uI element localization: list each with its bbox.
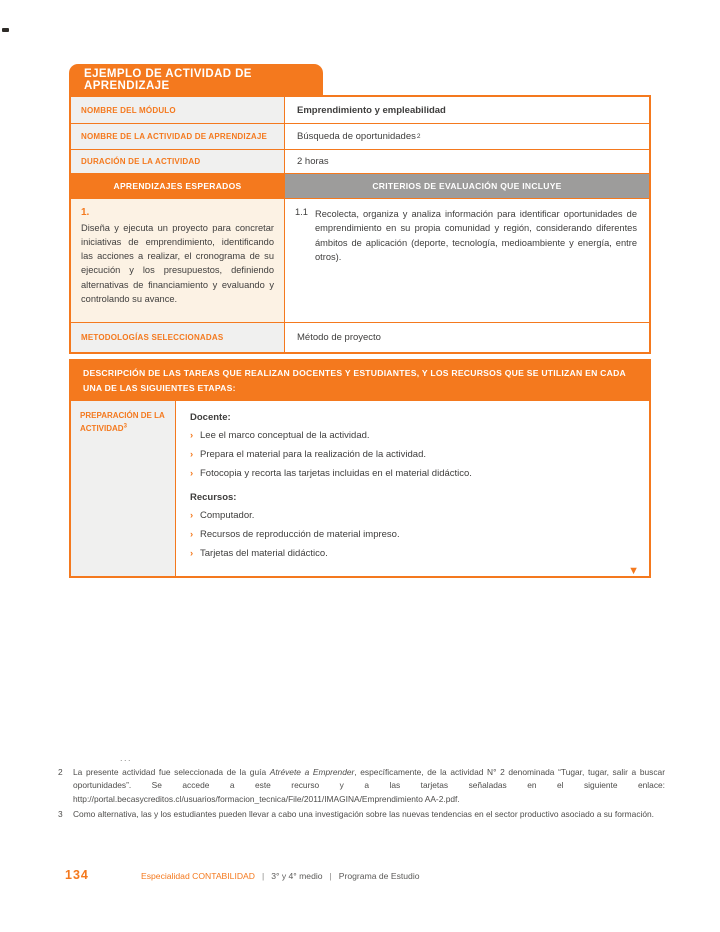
activity-name-value: Búsqueda de oportunidades 2	[297, 131, 421, 142]
evaluation-criteria-cell	[285, 199, 649, 322]
table-header-row	[71, 173, 649, 198]
duration-value: 2 horas	[297, 156, 329, 167]
page-footer	[65, 868, 427, 882]
methodology-label: METODOLOGÍAS SELECCIONADAS	[71, 323, 285, 352]
chevron-bullet-icon: ›	[190, 449, 194, 461]
table-row-learning-content	[71, 198, 649, 322]
footer-separator: |	[329, 871, 332, 881]
list-item	[190, 468, 635, 480]
footnote-2	[58, 766, 665, 806]
evaluation-criteria-header: CRITERIOS DE EVALUACIÓN QUE INCLUYE	[285, 174, 649, 198]
task-text: Fotocopia y recorta las tarjetas incluidas en el material didáctico.	[200, 467, 472, 479]
docente-task-list	[190, 430, 635, 480]
table-row-duration	[71, 149, 649, 173]
activity-name-label: NOMBRE DE LA ACTIVIDAD DE APRENDIZAJE	[71, 124, 285, 149]
recursos-heading: Recursos:	[190, 491, 237, 503]
footnote-text	[73, 766, 665, 806]
criterion-text: Recolecta, organiza y analiza información para identificar oportunidades de emprendimiento en su propia comunidad y región, considerando diferentes ámbitos de aplicación (deporte, tecnología, medioambiente y energía, entre otros).	[315, 209, 637, 263]
expected-learning-header: APRENDIZAJES ESPERADOS	[71, 174, 285, 198]
chevron-bullet-icon: ›	[190, 509, 194, 521]
table-row-module-name	[71, 97, 649, 123]
chevron-bullet-icon: ›	[190, 528, 194, 540]
expected-learning-cell	[71, 199, 285, 322]
footer-meta	[141, 871, 427, 881]
footnote-text: Como alternativa, las y los estudiantes pueden llevar a cabo una investigación sobre las nuevas tendencias en el sector productivo asociado a su formación.	[73, 809, 655, 820]
continuation-arrow-icon: ▼	[628, 565, 639, 578]
activity-name-text: Búsqueda de oportunidades	[297, 131, 416, 142]
footnote-ref-3: 3	[123, 422, 127, 429]
page-number: 134	[65, 868, 89, 882]
footnote-number: 2	[58, 767, 63, 777]
footnote-3	[58, 808, 665, 821]
tasks-description-section	[69, 359, 651, 578]
footnotes-block	[58, 752, 665, 822]
criterion-number: 1.1	[295, 207, 308, 217]
list-item	[190, 529, 635, 541]
footnote-text-segment: La presente actividad fue seleccionada de la guía	[73, 767, 270, 777]
list-item	[190, 510, 635, 522]
list-item	[190, 430, 635, 442]
scan-artifact-mark	[2, 28, 9, 32]
chevron-bullet-icon: ›	[190, 467, 194, 479]
task-text: Lee el marco conceptual de la actividad.	[200, 430, 370, 442]
preparation-row	[71, 401, 649, 576]
preparation-stage-label	[71, 401, 176, 576]
recursos-list	[190, 510, 635, 560]
footer-grade: 3° y 4° medio	[271, 871, 323, 881]
activity-example-title-tab	[69, 64, 323, 95]
list-item	[190, 548, 635, 560]
activity-example-block	[69, 64, 651, 578]
module-name-label: NOMBRE DEL MÓDULO	[71, 97, 285, 123]
task-text: Prepara el material para la realización de la actividad.	[200, 449, 427, 461]
criterion-item	[295, 207, 637, 265]
chevron-bullet-icon: ›	[190, 430, 194, 442]
page-title: EJEMPLO DE ACTIVIDAD DE APRENDIZAJE	[84, 67, 252, 92]
activity-info-table	[69, 95, 651, 354]
docente-heading: Docente:	[190, 412, 231, 424]
duration-label: DURACIÓN DE LA ACTIVIDAD	[71, 150, 285, 173]
methodology-value: Método de proyecto	[297, 332, 381, 343]
footnote-continuation-dots: ...	[120, 753, 133, 763]
expected-learning-text: Diseña y ejecuta un proyecto para concretar iniciativas de emprendimiento, identificando las acciones a realizar, el cronograma de su ejecución y los presupuestos, definiendo alternativas de financiamiento y evaluando y controlando su avance.	[81, 223, 274, 304]
footer-separator: |	[262, 871, 265, 881]
chevron-bullet-icon: ›	[190, 547, 194, 559]
guide-title-italic: Atrévete a Emprender	[269, 767, 355, 777]
preparation-label-text: PREPARACIÓN DE LA ACTIVIDAD	[80, 411, 165, 433]
expected-learning-number: 1.	[81, 207, 90, 218]
tasks-description-banner: DESCRIPCIÓN DE LAS TAREAS QUE REALIZAN DOCENTES Y ESTUDIANTES, Y LOS RECURSOS QUE SE UTILIZAN EN CADA UNA DE LAS SIGUIENTES ETAPAS:	[71, 361, 649, 401]
module-name-value: Emprendimiento y empleabilidad	[297, 104, 446, 116]
table-row-activity-name	[71, 123, 649, 149]
footer-specialty: Especialidad CONTABILIDAD	[141, 871, 255, 881]
footnote-text-segment: , específicamente, de la actividad N° 2 denominada “Tugar, tugar, salir a buscar oportunidades”. Se accede a este recurso y a las tarjetas señaladas en el siguiente enlace: http://portal.becasycreditos.cl/usuarios/formacion_tecnica/File/2011/IMAGINA/Emprendimiento AA-2.pdf.	[73, 767, 665, 804]
list-item	[190, 449, 635, 461]
resource-text: Recursos de reproducción de material impreso.	[200, 528, 400, 540]
footnote-number: 3	[58, 809, 63, 820]
resource-text: Tarjetas del material didáctico.	[200, 547, 328, 559]
table-row-methodology	[71, 322, 649, 352]
footer-program: Programa de Estudio	[338, 871, 420, 881]
preparation-content	[176, 401, 649, 576]
resource-text: Computador.	[200, 509, 255, 521]
